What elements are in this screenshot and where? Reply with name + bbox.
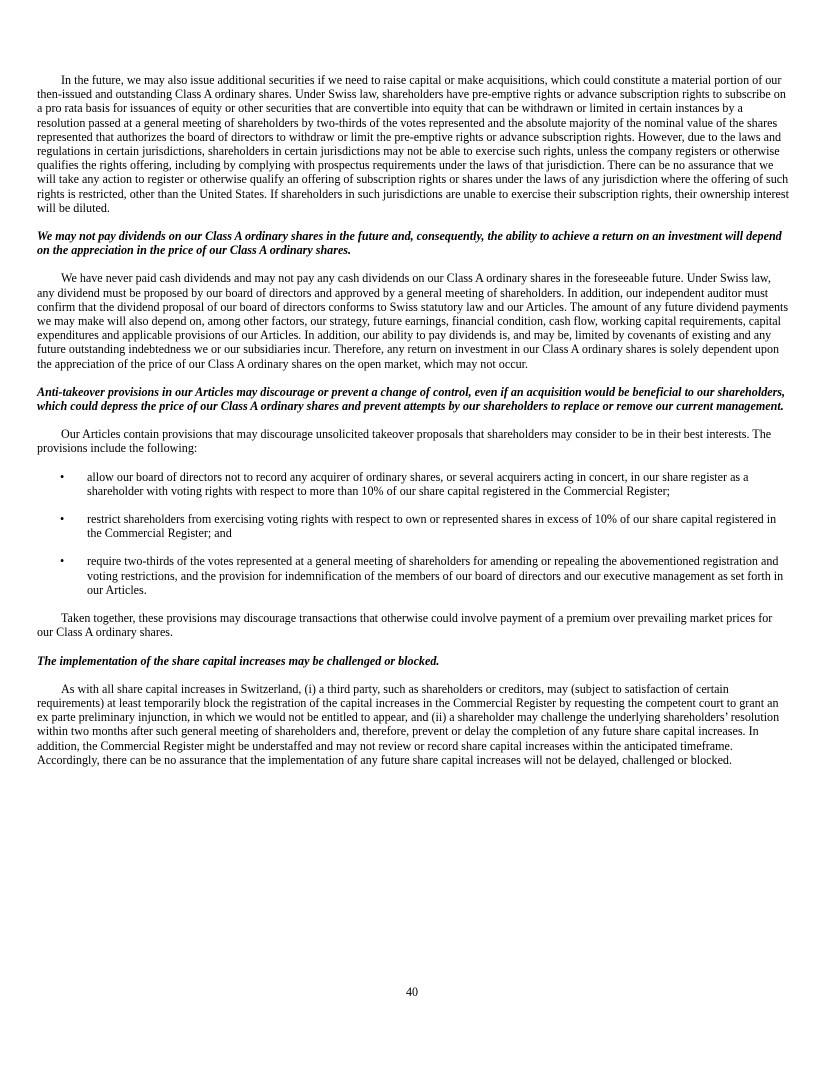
- list-item-text: restrict shareholders from exercising voting rights with respect to own or represented shares in excess of 10% of our share capital registered in the Commercial Register; and: [87, 512, 777, 541]
- list-item: [37, 470, 789, 498]
- provisions-list: [37, 470, 789, 597]
- document-page: [37, 73, 789, 781]
- heading-anti-takeover: Anti-takeover provisions in our Articles may discourage or prevent a change of control, even if an acquisition would be beneficial to our shareholders, which could depress the price of our Class A ordinary shares and prevent attempts by our shareholders to replace or remove our current management.: [37, 384, 786, 414]
- heading-dividends: We may not pay dividends on our Class A ordinary shares in the future and, consequently, the ability to achieve a return on an investment will depend on the appreciation in the price of our Class A ordinary shares.: [37, 229, 782, 258]
- bullet-icon: •: [60, 554, 65, 569]
- paragraph-share-capital: As with all share capital increases in Switzerland, (i) a third party, such as shareholders or creditors, may (subject to satisfaction of certain requirements) at least temporarily block the registration of the capital increases in the Commercial Register by requesting the competent court to grant an ex parte preliminary injunction, in which we would not be entitled to appear, and (ii) a shareholder may challenge the underlying shareholders’ resolution within two months after such general meeting of shareholders and, therefore, prevent or delay the completion of any future share capital increases. In addition, the Commercial Register might be understaffed and may not review or record share capital increases within the anticipated timeframe. Accordingly, there can be no assurance that the implementation of any future share capital increases will not be delayed, challenged or blocked.: [37, 681, 780, 767]
- paragraph-dividends: We have never paid cash dividends and may not pay any cash dividends on our Class A ordinary shares in the foreseeable future. Under Swiss law, any dividend must be proposed by our board of directors and approved by a general meeting of shareholders. In addition, our independent auditor must confirm that the dividend proposal of our board of directors conforms to Swiss statutory law and our Articles. The amount of any future dividend payments we may make will also depend on, among other factors, our strategy, future earnings, financial condition, cash flow, working capital requirements, capital expenditures and applicable provisions of our Articles. In addition, our ability to pay dividends is, and may be, limited by covenants of existing and any future outstanding indebtedness we or our subsidiaries incur. Therefore, any return on investment in our Class A ordinary shares is solely dependent upon the appreciation of the price of our Class A ordinary shares on the open market, which may not occur.: [37, 271, 789, 371]
- bullet-icon: •: [60, 469, 65, 484]
- paragraph-taken-together: Taken together, these provisions may discourage transactions that otherwise could involve payment of a premium over prevailing market prices for our Class A ordinary shares.: [37, 611, 773, 640]
- paragraph-additional-securities: In the future, we may also issue additional securities if we need to raise capital or make acquisitions, which could constitute a material portion of our then-issued and outstanding Class A ordinary shares. Under Swiss law, shareholders have pre-emptive rights or advance subscription rights to subscribe on a pro rata basis for issuances of equity or other securities that are convertible into equity that can be withdrawn or limited in certain instances by a resolution passed at a general meeting of shareholders by two-thirds of the votes represented and the absolute majority of the nominal value of the shares represented that authorizes the board of directors to withdraw or limit the pre-emptive rights or advance subscription rights. However, due to the laws and regulations in certain jurisdictions, shareholders in certain jurisdictions may not be able to exercise such rights, unless the company registers or otherwise qualifies the rights offering, including by complying with prospectus requirements under the laws of that jurisdiction. There can be no assurance that we will take any action to register or otherwise qualify an offering of subscription rights or shares under the laws of any jurisdiction where the offering of such rights is restricted, other than the United States. If shareholders in such jurisdictions are unable to exercise their subscription rights, their ownership interest will be diluted.: [37, 73, 789, 215]
- list-item-text: require two-thirds of the votes represented at a general meeting of shareholders for amending or repealing the abovementioned registration and voting restrictions, and the provision for indemnification of the members of our board of directors and our executive management as set forth in our Articles.: [87, 554, 784, 597]
- list-item: [37, 554, 789, 597]
- list-item-text: allow our board of directors not to record any acquirer of ordinary shares, or several acquirers acting in concert, in our share register as a shareholder with voting rights with respect to more than 10% of our share capital registered in the Commercial Register;: [87, 469, 749, 498]
- bullet-icon: •: [60, 512, 65, 527]
- list-item: [37, 512, 789, 540]
- paragraph-articles-provisions: Our Articles contain provisions that may discourage unsolicited takeover proposals that shareholders may consider to be in their best interests. The provisions include the following:: [37, 427, 772, 456]
- heading-share-capital: The implementation of the share capital increases may be challenged or blocked.: [37, 653, 440, 668]
- page-number: 40: [405, 985, 419, 999]
